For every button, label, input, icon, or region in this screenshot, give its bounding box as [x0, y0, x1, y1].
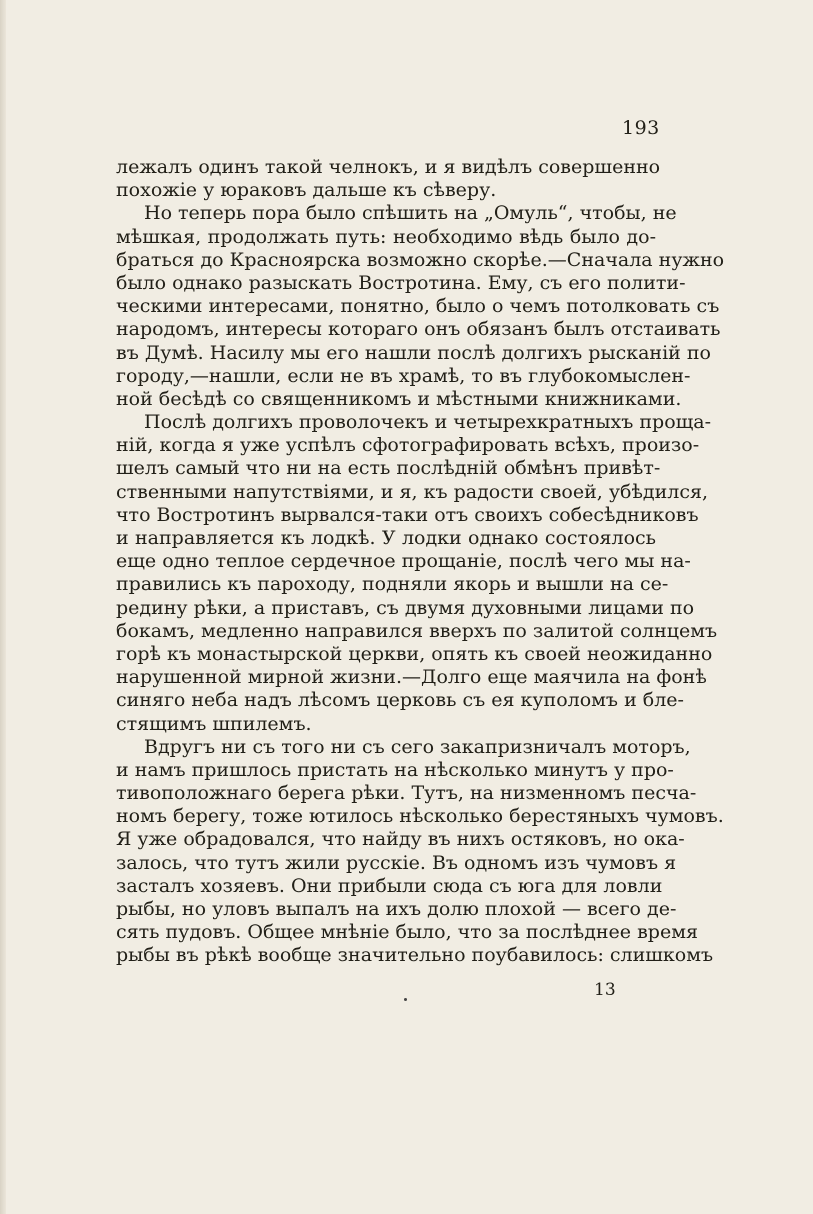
- text-line: ній, когда я уже успѣлъ сфотографировать всѣхъ, произо-: [116, 434, 700, 457]
- text-line: бокамъ, медленно направился вверхъ по залитой солнцемъ: [116, 619, 718, 642]
- text-line: Послѣ долгихъ проволочекъ и четырехкратныхъ проща-: [144, 411, 712, 434]
- text-line: правились къ пароходу, подняли якорь и вышли на се-: [116, 573, 669, 596]
- text-line: браться до Красноярска возможно скорѣе.—Сначала нужно: [116, 248, 725, 271]
- text-line: номъ берегу, тоже ютилось нѣсколько берестяныхъ чумовъ.: [116, 805, 724, 828]
- text-line: ственными напутствіями, и я, къ радости своей, убѣдился,: [116, 480, 708, 503]
- text-line: тивоположнаго берега рѣки. Тутъ, на низменномъ песча-: [116, 782, 697, 805]
- text-line: редину рѣки, а приставъ, съ двумя духовными лицами по: [116, 596, 695, 619]
- text-line: мѣшкая, продолжать путь: необходимо вѣдь было до-: [116, 225, 656, 248]
- text-line: городу,—нашли, если не въ храмѣ, то въ глубокомыслен-: [116, 364, 691, 387]
- text-line: горѣ къ монастырской церкви, опять къ своей неожиданно: [116, 642, 713, 665]
- text-line: ной бесѣдѣ со священникомъ и мѣстными книжниками.: [116, 387, 682, 410]
- text-line: ческими интересами, понятно, было о чемъ потолковать съ: [116, 295, 720, 318]
- ink-dot: [404, 998, 407, 1001]
- page-edge: [0, 0, 6, 1214]
- text-line: Я уже обрадовался, что найду въ нихъ остяковъ, но ока-: [116, 828, 685, 851]
- text-line: и намъ пришлось пристать на нѣсколько минутъ у про-: [116, 758, 674, 781]
- text-line: и направляется къ лодкѣ. У лодки однако состоялось: [116, 527, 656, 549]
- text-line: Вдругъ ни съ того ни съ сего закапризничалъ моторъ,: [144, 735, 691, 758]
- text-line: еще одно теплое сердечное прощаніе, послѣ чего мы на-: [116, 550, 691, 573]
- text-line: было однако разыскать Востротина. Ему, съ его полити-: [116, 271, 686, 294]
- text-line: въ Думѣ. Насилу мы его нашли послѣ долгихъ рысканій по: [116, 341, 711, 364]
- text-line: рыбы, но уловъ выпалъ на ихъ долю плохой — всего де-: [116, 898, 677, 920]
- text-line: сять пудовъ. Общее мнѣніе было, что за послѣднее время: [116, 921, 698, 944]
- text-line: залось, что тутъ жили русскіе. Въ одномъ изъ чумовъ я: [116, 851, 677, 874]
- text-line: рыбы въ рѣкѣ вообще значительно поубавилось: слишкомъ: [116, 944, 714, 967]
- text-line: лежалъ одинъ такой челнокъ, и я видѣлъ совершенно: [116, 156, 661, 178]
- text-line: засталъ хозяевъ. Они прибыли сюда съ юга для ловли: [116, 874, 663, 897]
- text-line: похожіе у юраковъ дальше къ сѣверу.: [116, 179, 497, 202]
- text-line: синяго неба надъ лѣсомъ церковь съ ея куполомъ и бле-: [116, 689, 684, 712]
- text-line: стящимъ шпилемъ.: [116, 712, 312, 735]
- text-line: шелъ самый что ни на есть послѣдній обмѣнъ привѣт-: [116, 457, 661, 480]
- body-text: [116, 156, 725, 968]
- text-line: народомъ, интересы котораго онъ обязанъ былъ отстаивать: [116, 318, 721, 341]
- text-line: что Востротинъ вырвался-таки отъ своихъ собесѣдниковъ: [116, 503, 699, 526]
- signature-mark: 13: [594, 980, 616, 1000]
- text-line: Но теперь пора было спѣшить на „Омуль“, чтобы, не: [144, 202, 677, 225]
- page-number: 193: [622, 117, 660, 139]
- text-line: нарушенной мирной жизни.—Долго еще маячила на фонѣ: [116, 666, 707, 689]
